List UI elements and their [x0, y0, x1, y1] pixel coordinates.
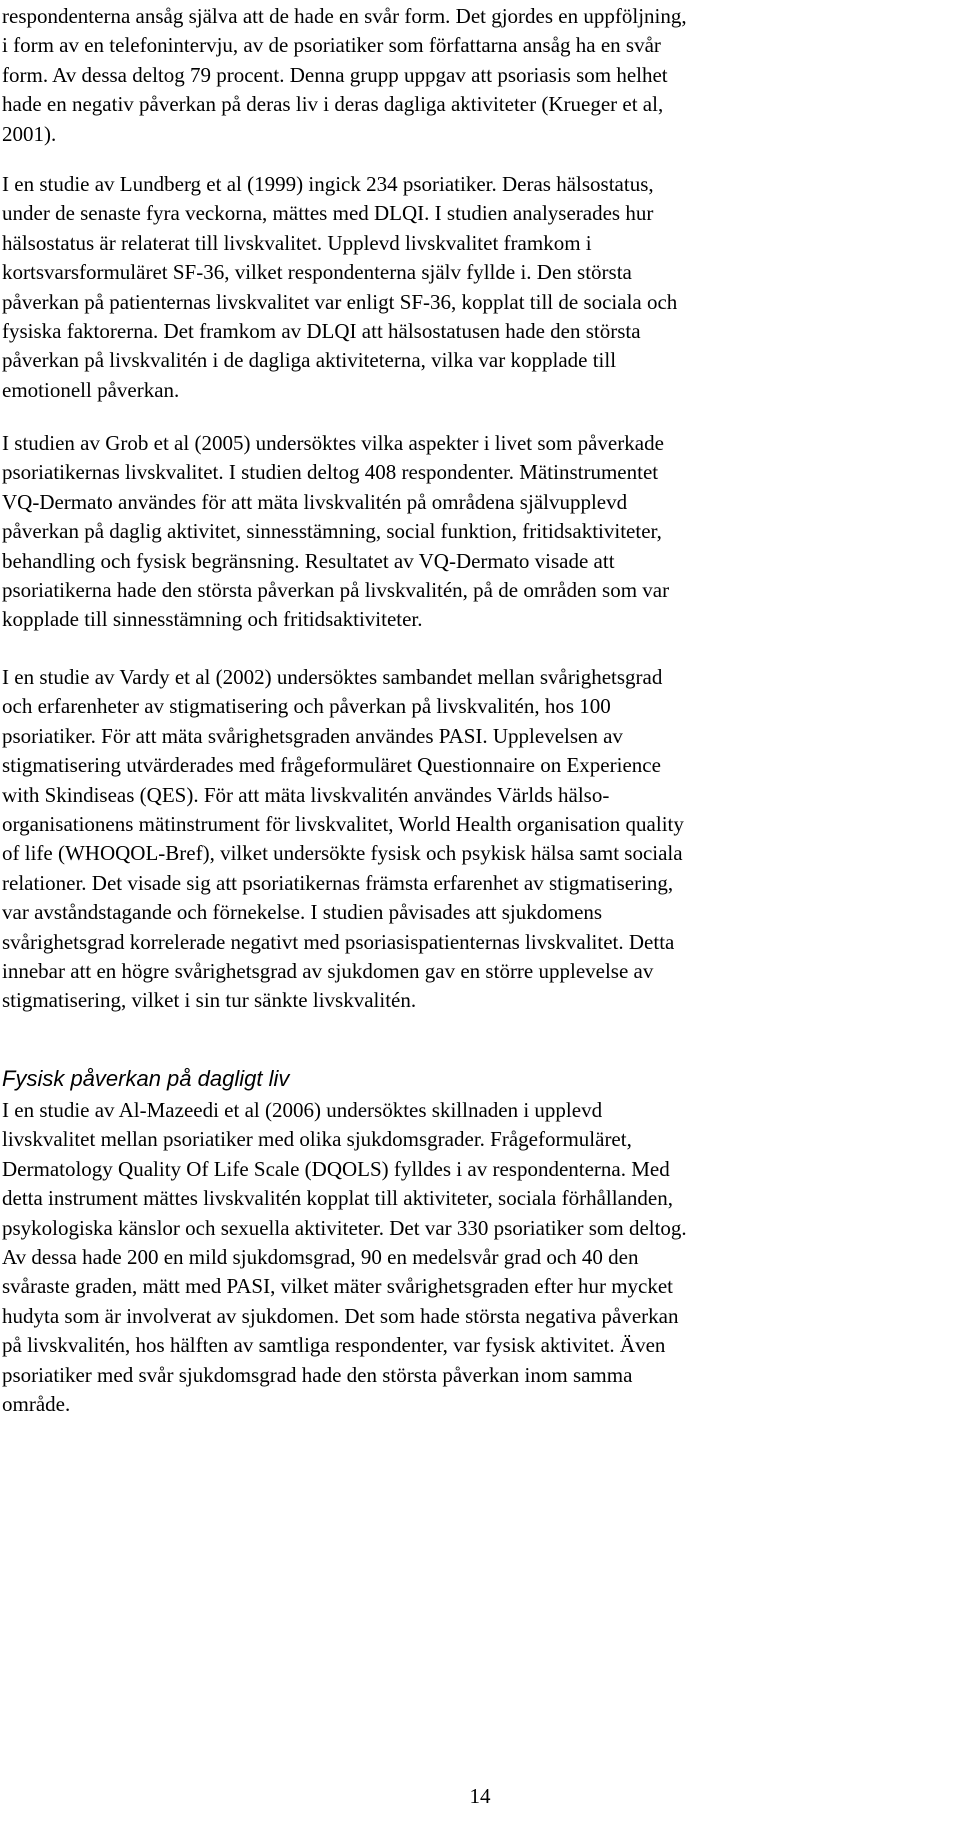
paragraph-lundberg-study: I en studie av Lundberg et al (1999) ingick 234 psoriatiker. Deras hälsostatus, under de senaste fyra veckorna, mättes med DLQI. I studien analyserades hur hälsostatus är relaterat till livskvalitet. Upplevd livskvalitet framkom i kortsvarsformuläret SF-36, vilket respondenterna själv fyllde i. Den största påverkan på patienternas livskvalitet var enligt SF-36, kopplat till de sociala och fysiska faktorerna. Det framkom av DLQI att hälsostatusen hade den största påverkan på livskvalitén i de dagliga aktiviteterna, vilka var kopplade till emotionell påverkan. [2, 172, 678, 402]
paragraph-grob-study: I studien av Grob et al (2005) undersöktes vilka aspekter i livet som påverkade psoriatikernas livskvalitet. I studien deltog 408 respondenter. Mätinstrumentet VQ-Dermato användes för att mäta livskvalitén på områdena självupplevd påverkan på daglig aktivitet, sinnesstämning, social funktion, fritidsaktiviteter, behandling och fysisk begränsning. Resultatet av VQ-Dermato visade att psoriatikerna hade den största påverkan på livskvalitén, på de områden som var kopplade till sinnesstämning och fritidsaktiviteter. [2, 431, 670, 632]
paragraph-krueger-continuation: respondenterna ansåg själva att de hade en svår form. Det gjordes en uppföljning, i form av en telefonintervju, av de psoriatiker som författarna ansåg ha en svår form. Av dessa deltog 79 procent. Denna grupp uppgav att psoriasis som helhet hade en negativ påverkan på deras liv i deras dagliga aktiviteter (Krueger et al, 2001). [2, 4, 687, 146]
section-heading: Fysisk påverkan på dagligt liv [2, 1066, 290, 1091]
paragraph-vardy-study: I en studie av Vardy et al (2002) undersöktes sambandet mellan svårighetsgrad och erfarenheter av stigmatisering och påverkan på livskvalitén, hos 100 psoriatiker. För att mäta svårighetsgraden användes PASI. Upplevelsen av stigmatisering utvärderades med frågeformuläret Questionnaire on Experience with Skindiseas (QES). För att mäta livskvalitén användes Världs hälso- organisationens mätinstrument för livskvalitet, World Health organisation quality of life (WHOQOL-Bref), vilket undersökte fysisk och psykisk hälsa samt sociala relationer. Det visade sig att psoriatikernas främsta erfarenhet av stigmatisering, var avståndstagande och förnekelse. I studien påvisades att sjukdomens svårighetsgrad korrelerade negativt med psoriasispatienternas livskvalitet. Detta innebar att en högre svårighetsgrad av sjukdomen gav en större upplevelse av stigmatisering, vilket i sin tur sänkte livskvalitén. [2, 665, 684, 1013]
page-number: 14 [469, 1784, 491, 1808]
paragraph-al-mazeedi-study: I en studie av Al-Mazeedi et al (2006) undersöktes skillnaden i upplevd livskvalitet mellan psoriatiker med olika sjukdomsgrader. Frågeformuläret, Dermatology Quality Of Life Scale (DQOLS) fylldes i av respondenterna. Med detta instrument mättes livskvalitén kopplat till aktiviteter, sociala förhållanden, psykologiska känslor och sexuella aktiviteter. Det var 330 psoriatiker som deltog. Av dessa hade 200 en mild sjukdomsgrad, 90 en medelsvår grad och 40 den svåraste graden, mätt med PASI, vilket mäter svårighetsgraden efter hur mycket hudyta som är involverat av sjukdomen. Det som hade största negativa påverkan på livskvalitén, hos hälften av samtliga respondenter, var fysisk aktivitet. Även psoriatiker med svår sjukdomsgrad hade den största påverkan inom samma område. [2, 1098, 687, 1417]
